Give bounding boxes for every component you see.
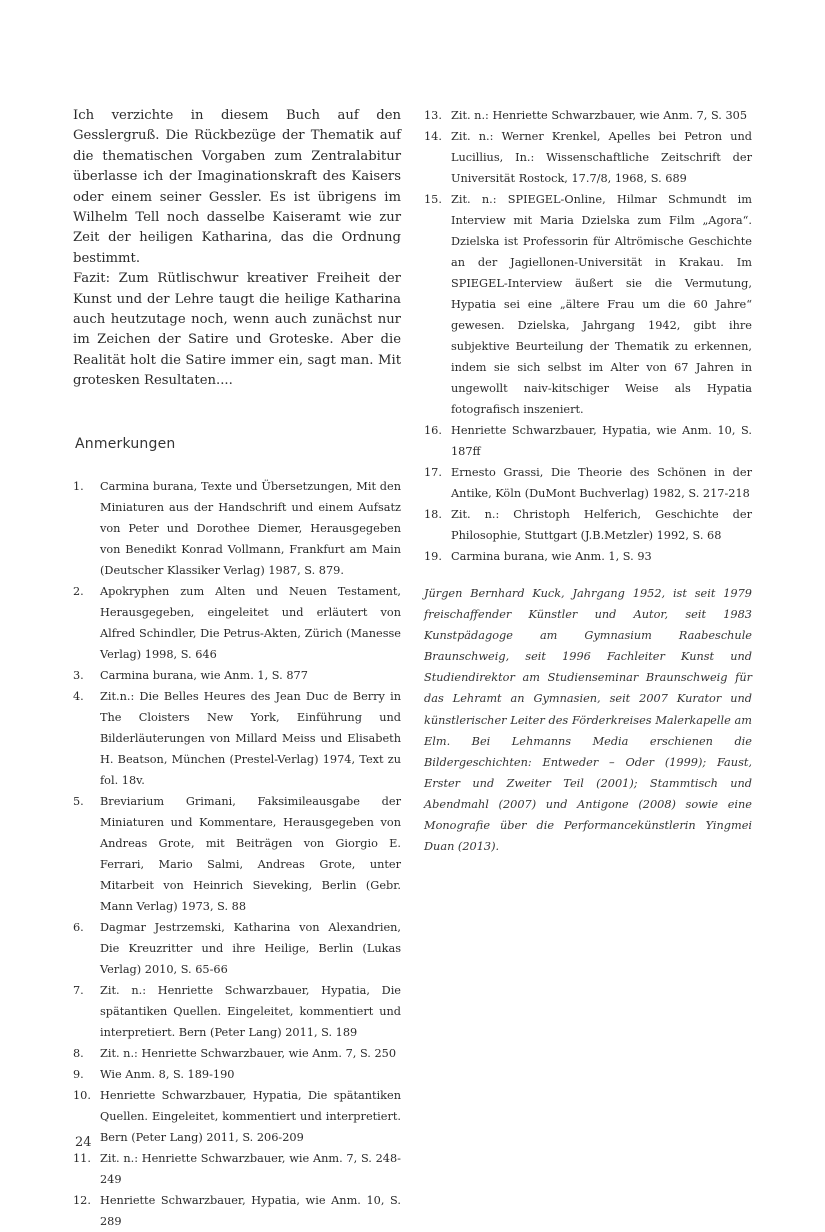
- list-item: [73, 1148, 401, 1190]
- list-item: [73, 1190, 401, 1232]
- note-number: 3.: [73, 668, 84, 682]
- list-item: [424, 420, 752, 462]
- left-column: [73, 100, 401, 1232]
- note-number: 14.: [424, 130, 442, 143]
- note-number: 18.: [424, 508, 442, 521]
- section-heading: Anmerkungen: [75, 435, 176, 452]
- note-text: Apokryphen zum Alten und Neuen Testament, Herausgegeben, eingeleitet und erläutert von Alfred Schindler, Die Petrus-Akten, Zürich (Manesse Verlag) 1998, S. 646: [100, 584, 401, 661]
- list-item: [73, 1085, 401, 1148]
- note-text: Zit. n.: Henriette Schwarzbauer, wie Anm. 7, S. 250: [100, 1046, 397, 1060]
- notes-list-right: [424, 105, 752, 567]
- note-text: Zit. n.: Henriette Schwarzbauer, wie Anm. 7, S. 248-249: [100, 1151, 401, 1186]
- list-item: [73, 1064, 401, 1085]
- note-number: 6.: [73, 920, 84, 934]
- note-number: 1.: [73, 479, 84, 493]
- right-column: [424, 100, 752, 857]
- notes-list-left: [73, 476, 401, 1232]
- list-item: [424, 504, 752, 546]
- note-number: 10.: [73, 1088, 91, 1102]
- note-number: 2.: [73, 584, 84, 598]
- list-item: [73, 665, 401, 686]
- list-item: [73, 791, 401, 917]
- note-number: 13.: [424, 109, 442, 122]
- note-number: 19.: [424, 550, 442, 563]
- note-number: 15.: [424, 193, 442, 206]
- list-item: [73, 581, 401, 665]
- list-item: [424, 462, 752, 504]
- note-number: 7.: [73, 983, 84, 997]
- note-text: Henriette Schwarzbauer, Hypatia, Die spätantiken Quellen. Eingeleitet, kommentiert und interpretiert. Bern (Peter Lang) 2011, S. 206-209: [100, 1088, 401, 1144]
- note-number: 4.: [73, 689, 84, 703]
- note-text: Zit. n.: Henriette Schwarzbauer, Hypatia, Die spätantiken Quellen. Eingeleitet, kommentiert und interpretiert. Bern (Peter Lang) 2011, S. 189: [100, 983, 401, 1039]
- list-item: [73, 1043, 401, 1064]
- note-text: Henriette Schwarzbauer, Hypatia, wie Anm. 10, S. 187ff: [451, 424, 752, 458]
- note-text: Carmina burana, wie Anm. 1, S. 877: [100, 668, 308, 682]
- note-text: Zit. n.: Henriette Schwarzbauer, wie Anm. 7, S. 305: [451, 109, 748, 122]
- list-item: [73, 980, 401, 1043]
- list-item: [424, 189, 752, 420]
- note-text: Wie Anm. 8, S. 189-190: [100, 1067, 235, 1081]
- note-number: 5.: [73, 794, 84, 808]
- list-item: [424, 105, 752, 126]
- list-item: [424, 126, 752, 189]
- author-bio: Jürgen Bernhard Kuck, Jahrgang 1952, ist seit 1979 freischaffender Künstler und Autor, seit 1983 Kunstpädagoge am Gymnasium Raabeschule Braunschweig, seit 1996 Fachleiter Kunst und Studiendirektor am Studienseminar Braunschweig für das Lehramt an Gymnasien, seit 2007 Kurator und künstlerischer Leiter des Förderkreises Malerkapelle am Elm. Bei Lehmanns Media erschienen die Bildergeschichten: Entweder – Oder (1999); Faust, Erster und Zweiter Teil (2001); Stammtisch und Abendmahl (2007) und Antigone (2008) sowie eine Monografie über die Performancekünstlerin Yingmei Duan (2013).: [424, 587, 752, 854]
- note-text: Zit. n.: Werner Krenkel, Apelles bei Petron und Lucillius, In.: Wissenschaftliche Zeitschrift der Universität Rostock, 17.7/8, 1968, S. 689: [451, 130, 752, 185]
- note-number: 9.: [73, 1067, 84, 1081]
- list-item: [424, 546, 752, 567]
- note-number: 17.: [424, 466, 442, 479]
- note-text: Dagmar Jestrzemski, Katharina von Alexandrien, Die Kreuzritter und ihre Heilige, Berlin (Lukas Verlag) 2010, S. 65-66: [100, 920, 401, 976]
- note-text: Henriette Schwarzbauer, Hypatia, wie Anm. 10, S. 289: [100, 1193, 401, 1228]
- note-number: 12.: [73, 1193, 91, 1207]
- intro-paragraph: Ich verzichte in diesem Buch auf den Gesslergruß. Die Rückbezüge der Thematik auf die thematischen Vorgaben zum Zentralabitur überlasse ich der Imaginationskraft des Kaisers oder einem seiner Gessler. Es ist übrigens im Wilhelm Tell noch dasselbe Kaiseramt wie zur Zeit der heiligen Katharina, das die Ordnung bestimmt.: [73, 108, 401, 266]
- intro-text: [73, 106, 401, 392]
- list-item: [73, 917, 401, 980]
- note-number: 8.: [73, 1046, 84, 1060]
- page-number: 24: [75, 1135, 92, 1150]
- note-number: 11.: [73, 1151, 91, 1165]
- list-item: [73, 476, 401, 581]
- note-text: Carmina burana, wie Anm. 1, S. 93: [451, 550, 652, 563]
- intro-paragraph: Fazit: Zum Rütlischwur kreativer Freiheit der Kunst und der Lehre taugt die heilige Katharina auch heutzutage noch, wenn auch zunächst nur im Zeichen der Satire und Groteske. Aber die Realität holt die Satire immer ein, sagt man. Mit grotesken Resultaten....: [73, 271, 401, 389]
- note-text: Breviarium Grimani, Faksimileausgabe der Miniaturen und Kommentare, Herausgegeben von Andreas Grote, mit Beiträgen von Giorgio E. Ferrari, Mario Salmi, Andreas Grote, unter Mitarbeit von Heinrich Sieveking, Berlin (Gebr. Mann Verlag) 1973, S. 88: [100, 794, 401, 913]
- note-text: Ernesto Grassi, Die Theorie des Schönen in der Antike, Köln (DuMont Buchverlag) 1982, S. 217-218: [451, 466, 752, 500]
- note-text: Carmina burana, Texte und Übersetzungen, Mit den Miniaturen aus der Handschrift und einem Aufsatz von Peter und Dorothee Diemer, Herausgegeben von Benedikt Konrad Vollmann, Frankfurt am Main (Deutscher Klassiker Verlag) 1987, S. 879.: [100, 479, 401, 577]
- note-number: 16.: [424, 424, 442, 437]
- note-text: Zit. n.: SPIEGEL-Online, Hilmar Schmundt im Interview mit Maria Dzielska zum Film „Agora“. Dzielska ist Professorin für Altrömische Geschichte an der Jagiellonen-Universität in Krakau. Im SPIEGEL-Interview äußert sie die Vermutung, Hypatia sei eine „ältere Frau um die 60 Jahre“ gewesen. Dzielska, Jahrgang 1942, gibt ihre subjektive Beurteilung der Thematik zu erkennen, indem sie sich selbst im Alter von 67 Jahren in ungewollt naiv-kitschiger Weise als Hypatia fotografisch inszeniert.: [451, 193, 752, 416]
- list-item: [73, 686, 401, 791]
- note-text: Zit. n.: Christoph Helferich, Geschichte der Philosophie, Stuttgart (J.B.Metzler) 1992, S. 68: [451, 508, 752, 542]
- note-text: Zit.n.: Die Belles Heures des Jean Duc de Berry in The Cloisters New York, Einführung und Bilderläuterungen von Millard Meiss und Elisabeth H. Beatson, München (Prestel-Verlag) 1974, Text zu fol. 18v.: [100, 689, 401, 787]
